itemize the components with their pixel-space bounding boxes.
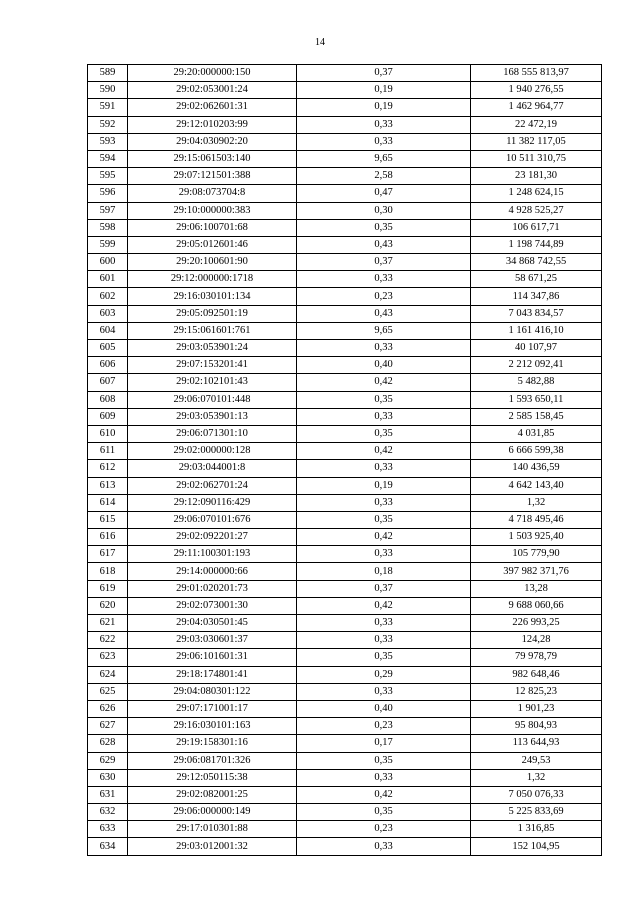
value-cell: 1 161 416,10 (471, 322, 602, 339)
row-number-cell: 607 (88, 374, 128, 391)
cadastral-number-cell: 29:16:030101:134 (128, 288, 297, 305)
rate-cell: 0,19 (297, 82, 471, 99)
rate-cell: 0,42 (297, 529, 471, 546)
row-number-cell: 620 (88, 597, 128, 614)
table-body (88, 65, 602, 856)
table-row (88, 254, 602, 271)
cadastral-number-cell: 29:02:062601:31 (128, 99, 297, 116)
cadastral-number-cell: 29:02:102101:43 (128, 374, 297, 391)
cadastral-number-cell: 29:06:070101:676 (128, 511, 297, 528)
table-row (88, 443, 602, 460)
row-number-cell: 602 (88, 288, 128, 305)
row-number-cell: 633 (88, 821, 128, 838)
rate-cell: 0,29 (297, 666, 471, 683)
value-cell: 2 212 092,41 (471, 357, 602, 374)
row-number-cell: 590 (88, 82, 128, 99)
rate-cell: 0,30 (297, 202, 471, 219)
row-number-cell: 632 (88, 804, 128, 821)
cadastral-number-cell: 29:10:000000:383 (128, 202, 297, 219)
table-row (88, 236, 602, 253)
value-cell: 9 688 060,66 (471, 597, 602, 614)
cadastral-number-cell: 29:04:030501:45 (128, 615, 297, 632)
rate-cell: 0,42 (297, 443, 471, 460)
table-row (88, 185, 602, 202)
value-cell: 40 107,97 (471, 340, 602, 357)
rate-cell: 0,33 (297, 546, 471, 563)
value-cell: 6 666 599,38 (471, 443, 602, 460)
rate-cell: 0,40 (297, 700, 471, 717)
rate-cell: 0,37 (297, 254, 471, 271)
row-number-cell: 625 (88, 683, 128, 700)
value-cell: 397 982 371,76 (471, 563, 602, 580)
row-number-cell: 634 (88, 838, 128, 855)
table-row (88, 563, 602, 580)
page-number: 14 (315, 37, 325, 48)
table-row (88, 340, 602, 357)
row-number-cell: 627 (88, 718, 128, 735)
row-number-cell: 593 (88, 133, 128, 150)
value-cell: 152 104,95 (471, 838, 602, 855)
value-cell: 982 648,46 (471, 666, 602, 683)
cadastral-number-cell: 29:06:070101:448 (128, 391, 297, 408)
row-number-cell: 601 (88, 271, 128, 288)
cadastral-number-cell: 29:18:174801:41 (128, 666, 297, 683)
row-number-cell: 616 (88, 529, 128, 546)
rate-cell: 0,42 (297, 786, 471, 803)
row-number-cell: 610 (88, 425, 128, 442)
value-cell: 113 644,93 (471, 735, 602, 752)
cadastral-number-cell: 29:04:030902:20 (128, 133, 297, 150)
value-cell: 4 031,85 (471, 425, 602, 442)
value-cell: 114 347,86 (471, 288, 602, 305)
rate-cell: 0,47 (297, 185, 471, 202)
value-cell: 23 181,30 (471, 168, 602, 185)
cadastral-number-cell: 29:15:061601:761 (128, 322, 297, 339)
cadastral-number-cell: 29:03:053901:24 (128, 340, 297, 357)
rate-cell: 0,19 (297, 477, 471, 494)
rate-cell: 0,33 (297, 838, 471, 855)
rate-cell: 0,33 (297, 340, 471, 357)
table-row (88, 597, 602, 614)
cadastral-number-cell: 29:06:100701:68 (128, 219, 297, 236)
cadastral-number-cell: 29:06:101601:31 (128, 649, 297, 666)
rate-cell: 0,35 (297, 219, 471, 236)
row-number-cell: 621 (88, 615, 128, 632)
value-cell: 1 940 276,55 (471, 82, 602, 99)
value-cell: 249,53 (471, 752, 602, 769)
row-number-cell: 614 (88, 494, 128, 511)
cadastral-number-cell: 29:12:010203:99 (128, 116, 297, 133)
table-row (88, 305, 602, 322)
table-row (88, 735, 602, 752)
rate-cell: 0,35 (297, 649, 471, 666)
table-row (88, 374, 602, 391)
row-number-cell: 615 (88, 511, 128, 528)
row-number-cell: 589 (88, 65, 128, 82)
value-cell: 5 482,88 (471, 374, 602, 391)
table-row (88, 529, 602, 546)
rate-cell: 0,33 (297, 460, 471, 477)
value-cell: 140 436,59 (471, 460, 602, 477)
rate-cell: 0,35 (297, 425, 471, 442)
rate-cell: 2,58 (297, 168, 471, 185)
value-cell: 1 901,23 (471, 700, 602, 717)
cadastral-number-cell: 29:05:012601:46 (128, 236, 297, 253)
cadastral-number-cell: 29:07:171001:17 (128, 700, 297, 717)
value-cell: 22 472,19 (471, 116, 602, 133)
value-cell: 1 593 650,11 (471, 391, 602, 408)
value-cell: 11 382 117,05 (471, 133, 602, 150)
row-number-cell: 630 (88, 769, 128, 786)
cadastral-number-cell: 29:11:100301:193 (128, 546, 297, 563)
row-number-cell: 617 (88, 546, 128, 563)
table-row (88, 477, 602, 494)
cadastral-number-cell: 29:06:071301:10 (128, 425, 297, 442)
rate-cell: 9,65 (297, 322, 471, 339)
table-row (88, 202, 602, 219)
value-cell: 1 316,85 (471, 821, 602, 838)
rate-cell: 0,17 (297, 735, 471, 752)
value-cell: 4 642 143,40 (471, 477, 602, 494)
row-number-cell: 629 (88, 752, 128, 769)
row-number-cell: 626 (88, 700, 128, 717)
table-row (88, 546, 602, 563)
rate-cell: 0,37 (297, 580, 471, 597)
cadastral-number-cell: 29:03:053901:13 (128, 408, 297, 425)
cadastral-number-cell: 29:02:000000:128 (128, 443, 297, 460)
cadastral-number-cell: 29:16:030101:163 (128, 718, 297, 735)
rate-cell: 0,33 (297, 683, 471, 700)
cadastral-number-cell: 29:12:050115:38 (128, 769, 297, 786)
rate-cell: 0,18 (297, 563, 471, 580)
row-number-cell: 618 (88, 563, 128, 580)
table-row (88, 580, 602, 597)
cadastral-number-cell: 29:07:153201:41 (128, 357, 297, 374)
table-row (88, 357, 602, 374)
rate-cell: 0,33 (297, 271, 471, 288)
table-row (88, 408, 602, 425)
value-cell: 10 511 310,75 (471, 150, 602, 167)
row-number-cell: 622 (88, 632, 128, 649)
rate-cell: 0,42 (297, 597, 471, 614)
value-cell: 79 978,79 (471, 649, 602, 666)
rate-cell: 0,43 (297, 305, 471, 322)
value-cell: 13,28 (471, 580, 602, 597)
value-cell: 58 671,25 (471, 271, 602, 288)
rate-cell: 0,37 (297, 65, 471, 82)
table-row (88, 786, 602, 803)
cadastral-number-cell: 29:03:044001:8 (128, 460, 297, 477)
value-cell: 2 585 158,45 (471, 408, 602, 425)
row-number-cell: 600 (88, 254, 128, 271)
value-cell: 1 503 925,40 (471, 529, 602, 546)
rate-cell: 0,33 (297, 133, 471, 150)
row-number-cell: 619 (88, 580, 128, 597)
row-number-cell: 608 (88, 391, 128, 408)
cadastral-number-cell: 29:12:090116:429 (128, 494, 297, 511)
value-cell: 34 868 742,55 (471, 254, 602, 271)
row-number-cell: 605 (88, 340, 128, 357)
table-row (88, 116, 602, 133)
rate-cell: 0,19 (297, 99, 471, 116)
rate-cell: 0,35 (297, 391, 471, 408)
value-cell: 95 804,93 (471, 718, 602, 735)
row-number-cell: 604 (88, 322, 128, 339)
row-number-cell: 609 (88, 408, 128, 425)
cadastral-number-cell: 29:02:092201:27 (128, 529, 297, 546)
table-row (88, 288, 602, 305)
rate-cell: 0,33 (297, 116, 471, 133)
table-row (88, 133, 602, 150)
table-row (88, 150, 602, 167)
rate-cell: 0,23 (297, 821, 471, 838)
table-row (88, 494, 602, 511)
cadastral-number-cell: 29:02:073001:30 (128, 597, 297, 614)
value-cell: 226 993,25 (471, 615, 602, 632)
row-number-cell: 594 (88, 150, 128, 167)
rate-cell: 0,23 (297, 288, 471, 305)
rate-cell: 0,33 (297, 494, 471, 511)
table-row (88, 838, 602, 855)
row-number-cell: 597 (88, 202, 128, 219)
cadastral-number-cell: 29:14:000000:66 (128, 563, 297, 580)
table-row (88, 752, 602, 769)
table-row (88, 683, 602, 700)
table-row (88, 632, 602, 649)
table-row (88, 511, 602, 528)
cadastral-number-cell: 29:04:080301:122 (128, 683, 297, 700)
cadastral-number-cell: 29:20:100601:90 (128, 254, 297, 271)
table-row (88, 769, 602, 786)
cadastral-number-cell: 29:01:020201:73 (128, 580, 297, 597)
table-row (88, 804, 602, 821)
cadastral-number-cell: 29:05:092501:19 (128, 305, 297, 322)
rate-cell: 0,43 (297, 236, 471, 253)
table-row (88, 82, 602, 99)
value-cell: 7 050 076,33 (471, 786, 602, 803)
value-cell: 1 248 624,15 (471, 185, 602, 202)
rate-cell: 0,33 (297, 615, 471, 632)
value-cell: 4 718 495,46 (471, 511, 602, 528)
table-row (88, 99, 602, 116)
rate-cell: 0,40 (297, 357, 471, 374)
cadastral-number-cell: 29:20:000000:150 (128, 65, 297, 82)
cadastral-number-cell: 29:02:053001:24 (128, 82, 297, 99)
row-number-cell: 603 (88, 305, 128, 322)
table-row (88, 700, 602, 717)
table-row (88, 65, 602, 82)
row-number-cell: 623 (88, 649, 128, 666)
cadastral-number-cell: 29:03:030601:37 (128, 632, 297, 649)
cadastral-number-cell: 29:08:073704:8 (128, 185, 297, 202)
table-row (88, 391, 602, 408)
cadastral-number-cell: 29:15:061503:140 (128, 150, 297, 167)
row-number-cell: 628 (88, 735, 128, 752)
rate-cell: 0,33 (297, 632, 471, 649)
row-number-cell: 631 (88, 786, 128, 803)
cadastral-number-cell: 29:02:062701:24 (128, 477, 297, 494)
row-number-cell: 613 (88, 477, 128, 494)
table-row (88, 271, 602, 288)
cadastral-value-table (87, 64, 602, 856)
cadastral-number-cell: 29:07:121501:388 (128, 168, 297, 185)
row-number-cell: 592 (88, 116, 128, 133)
table-row (88, 219, 602, 236)
rate-cell: 0,33 (297, 408, 471, 425)
row-number-cell: 612 (88, 460, 128, 477)
value-cell: 5 225 833,69 (471, 804, 602, 821)
value-cell: 1 198 744,89 (471, 236, 602, 253)
value-cell: 1 462 964,77 (471, 99, 602, 116)
rate-cell: 0,35 (297, 804, 471, 821)
table-row (88, 821, 602, 838)
value-cell: 1,32 (471, 769, 602, 786)
cadastral-number-cell: 29:03:012001:32 (128, 838, 297, 855)
rate-cell: 0,42 (297, 374, 471, 391)
row-number-cell: 595 (88, 168, 128, 185)
value-cell: 168 555 813,97 (471, 65, 602, 82)
row-number-cell: 599 (88, 236, 128, 253)
cadastral-number-cell: 29:12:000000:1718 (128, 271, 297, 288)
table-row (88, 718, 602, 735)
value-cell: 1,32 (471, 494, 602, 511)
row-number-cell: 624 (88, 666, 128, 683)
row-number-cell: 596 (88, 185, 128, 202)
rate-cell: 0,35 (297, 752, 471, 769)
row-number-cell: 598 (88, 219, 128, 236)
table-row (88, 322, 602, 339)
row-number-cell: 606 (88, 357, 128, 374)
value-cell: 106 617,71 (471, 219, 602, 236)
value-cell: 7 043 834,57 (471, 305, 602, 322)
row-number-cell: 611 (88, 443, 128, 460)
value-cell: 12 825,23 (471, 683, 602, 700)
value-cell: 105 779,90 (471, 546, 602, 563)
rate-cell: 0,23 (297, 718, 471, 735)
cadastral-number-cell: 29:17:010301:88 (128, 821, 297, 838)
table-row (88, 425, 602, 442)
table-row (88, 615, 602, 632)
table-row (88, 460, 602, 477)
cadastral-number-cell: 29:02:082001:25 (128, 786, 297, 803)
rate-cell: 0,35 (297, 511, 471, 528)
value-cell: 4 928 525,27 (471, 202, 602, 219)
cadastral-number-cell: 29:06:000000:149 (128, 804, 297, 821)
cadastral-number-cell: 29:19:158301:16 (128, 735, 297, 752)
table-row (88, 649, 602, 666)
rate-cell: 0,33 (297, 769, 471, 786)
table-row (88, 168, 602, 185)
cadastral-number-cell: 29:06:081701:326 (128, 752, 297, 769)
row-number-cell: 591 (88, 99, 128, 116)
value-cell: 124,28 (471, 632, 602, 649)
rate-cell: 9,65 (297, 150, 471, 167)
table-row (88, 666, 602, 683)
